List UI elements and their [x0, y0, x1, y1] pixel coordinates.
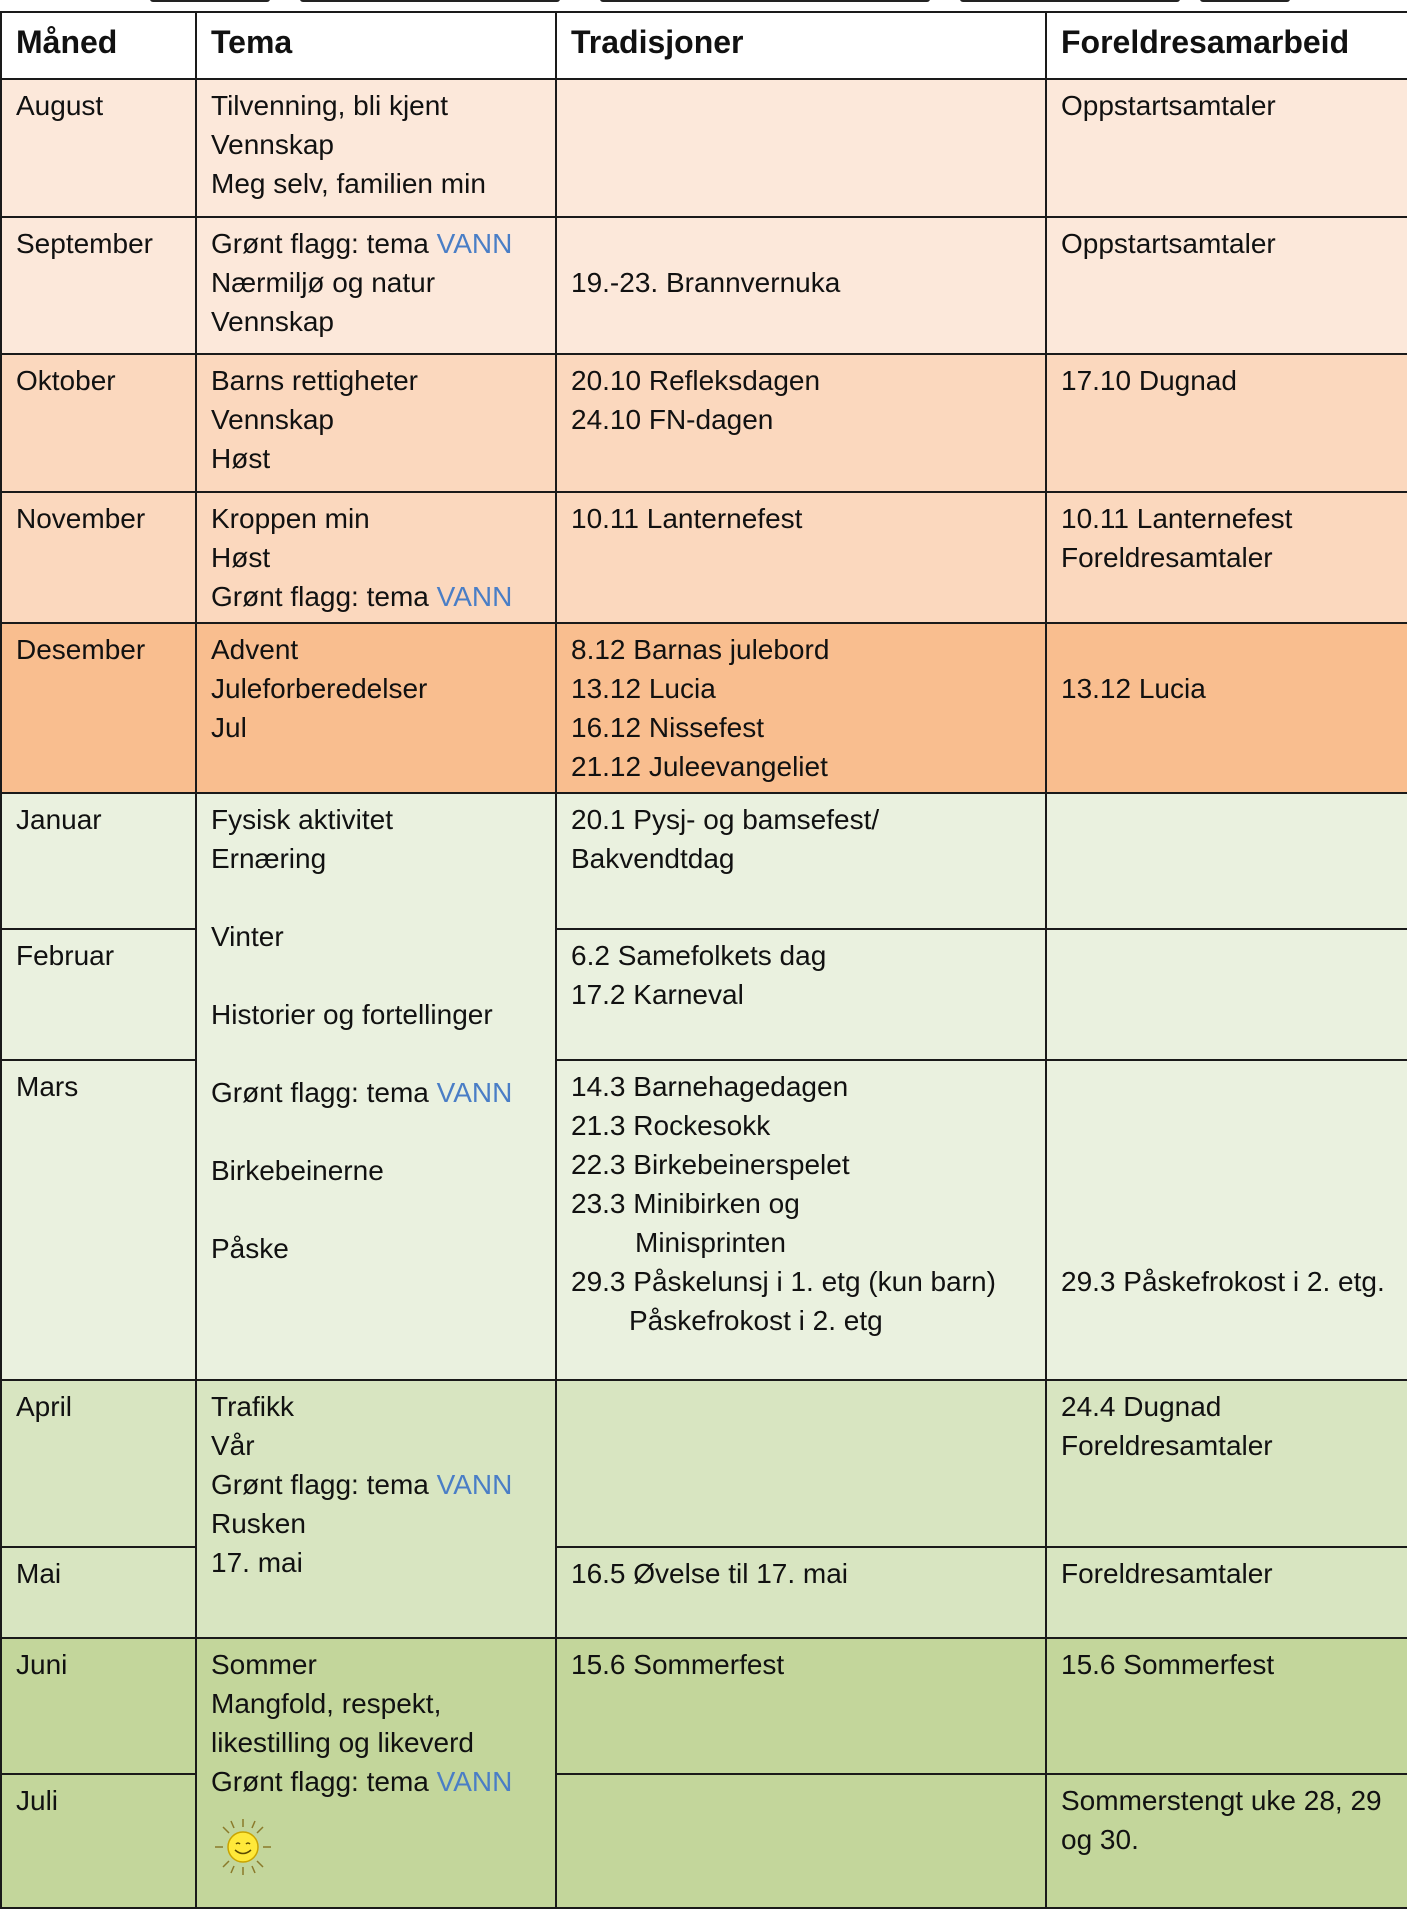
tradition-line: 13.12 Lucia [571, 673, 716, 704]
theme-line: Høst [211, 542, 271, 573]
parents-cell [1046, 1638, 1407, 1774]
row-september [1, 217, 1407, 354]
theme-line: Påske [211, 1233, 289, 1264]
theme-cell [196, 492, 556, 623]
green-flag-line [211, 1762, 541, 1801]
month-cell: Juni [1, 1638, 196, 1774]
green-flag-line [211, 577, 541, 616]
theme-cell-spring [196, 1380, 556, 1638]
theme-cell [196, 217, 556, 354]
parents-line: 10.11 Lanternefest [1061, 503, 1293, 534]
theme-cell [196, 354, 556, 492]
parents-cell [1046, 623, 1407, 793]
traditions-cell [556, 929, 1046, 1060]
green-flag-prefix: Grønt flagg: tema [211, 1766, 437, 1797]
tradition-line: 14.3 Barnehagedagen [571, 1071, 849, 1102]
parents-line: Oppstartsamtaler [1061, 90, 1276, 121]
theme-line: Jul [211, 712, 247, 743]
traditions-cell [556, 79, 1046, 217]
parents-cell [1046, 1547, 1407, 1638]
green-flag-line [211, 224, 541, 263]
parents-cell [1046, 354, 1407, 492]
month-cell: April [1, 1380, 196, 1547]
month-cell: Mars [1, 1060, 196, 1380]
month-cell: September [1, 217, 196, 354]
theme-line: Vennskap [211, 306, 334, 337]
traditions-cell [556, 1774, 1046, 1908]
traditions-cell [556, 1547, 1046, 1638]
month-cell: Desember [1, 623, 196, 793]
parents-cell [1046, 1774, 1407, 1908]
parents-line: 17.10 Dugnad [1061, 365, 1237, 396]
traditions-cell [556, 217, 1046, 354]
month-cell: Oktober [1, 354, 196, 492]
row-november [1, 492, 1407, 623]
green-flag-line [211, 1465, 541, 1504]
traditions-cell [556, 492, 1046, 623]
header-month: Måned [1, 12, 196, 79]
header-parents: Foreldresamarbeid [1046, 12, 1407, 79]
vann-word: VANN [436, 1766, 513, 1797]
theme-line: Tilvenning, bli kjent [211, 90, 449, 121]
parents-line: Foreldresamtaler [1061, 1558, 1273, 1589]
theme-line: Høst [211, 443, 271, 474]
theme-line: Historier og fortellinger [211, 999, 493, 1030]
month-cell: Mai [1, 1547, 196, 1638]
theme-line: Nærmiljø og natur [211, 267, 436, 298]
tradition-line: 29.3 Påskelunsj i 1. etg (kun barn) [571, 1266, 996, 1297]
theme-line: Vår [211, 1430, 255, 1461]
tradition-line: 15.6 Sommerfest [571, 1649, 785, 1680]
parents-line: Foreldresamtaler [1061, 1430, 1273, 1461]
row-august [1, 79, 1407, 217]
theme-line: Sommer [211, 1649, 317, 1680]
parents-line: Foreldresamtaler [1061, 542, 1273, 573]
tradition-line: Bakvendtdag [571, 843, 735, 874]
vann-word: VANN [436, 228, 513, 259]
parents-line: 13.12 Lucia [1061, 673, 1206, 704]
tradition-line: 16.12 Nissefest [571, 712, 764, 743]
theme-cell [196, 623, 556, 793]
tradition-line: 8.12 Barnas julebord [571, 634, 830, 665]
tradition-line: 20.1 Pysj- og bamsefest/ [571, 804, 880, 835]
vann-word: VANN [436, 1469, 513, 1500]
green-flag-prefix: Grønt flagg: tema [211, 1077, 437, 1108]
vann-word: VANN [436, 581, 513, 612]
tradition-line: Påskefrokost i 2. etg [629, 1305, 883, 1336]
tradition-line: 6.2 Samefolkets dag [571, 940, 827, 971]
parents-line: 15.6 Sommerfest [1061, 1649, 1275, 1680]
row-desember [1, 623, 1407, 793]
parents-cell [1046, 793, 1407, 929]
vann-word: VANN [436, 1077, 513, 1108]
parents-line: Sommerstengt uke 28, 29 [1061, 1785, 1382, 1816]
green-flag-prefix: Grønt flagg: tema [211, 1469, 437, 1500]
green-flag-line [211, 1073, 541, 1112]
tradition-line: 21.12 Juleevangeliet [571, 751, 828, 782]
sun-icon-graphic [211, 1815, 275, 1879]
theme-line: Ernæring [211, 843, 327, 874]
parents-cell [1046, 217, 1407, 354]
theme-line: Barns rettigheter [211, 365, 418, 396]
header-theme: Tema [196, 12, 556, 79]
month-cell: August [1, 79, 196, 217]
theme-line: Meg selv, familien min [211, 168, 486, 199]
theme-line: Advent [211, 634, 299, 665]
row-oktober [1, 354, 1407, 492]
parents-line: og 30. [1061, 1824, 1139, 1855]
header-row [1, 12, 1407, 79]
row-januar [1, 793, 1407, 929]
traditions-cell [556, 1060, 1046, 1380]
parents-line: 24.4 Dugnad [1061, 1391, 1222, 1422]
tradition-line: 17.2 Karneval [571, 979, 744, 1010]
theme-line: Kroppen min [211, 503, 370, 534]
month-cell: November [1, 492, 196, 623]
parents-line: Oppstartsamtaler [1061, 228, 1276, 259]
header-traditions: Tradisjoner [556, 12, 1046, 79]
parents-cell [1046, 492, 1407, 623]
theme-line: Trafikk [211, 1391, 294, 1422]
traditions-cell [556, 354, 1046, 492]
green-flag-prefix: Grønt flagg: tema [211, 581, 437, 612]
parents-line: 29.3 Påskefrokost i 2. etg. [1061, 1266, 1385, 1297]
green-flag-prefix: Grønt flagg: tema [211, 228, 437, 259]
theme-line: Birkebeinerne [211, 1155, 384, 1186]
parents-cell [1046, 1380, 1407, 1547]
theme-line: Juleforberedelser [211, 673, 428, 704]
theme-cell-winter [196, 793, 556, 1380]
tradition-line: 16.5 Øvelse til 17. mai [571, 1558, 849, 1589]
tradition-line: 23.3 Minibirken og [571, 1188, 800, 1219]
theme-line: Vinter [211, 921, 284, 952]
theme-line: likestilling og likeverd [211, 1727, 475, 1758]
tradition-line: 21.3 Rockesokk [571, 1110, 771, 1141]
tradition-line: 20.10 Refleksdagen [571, 365, 821, 396]
theme-line: Mangfold, respekt, [211, 1688, 442, 1719]
annual-plan-table [0, 11, 1407, 1909]
traditions-cell [556, 1380, 1046, 1547]
row-juni [1, 1638, 1407, 1774]
traditions-cell [556, 623, 1046, 793]
month-cell: Februar [1, 929, 196, 1060]
tradition-line: 19.-23. Brannvernuka [571, 267, 841, 298]
parents-cell [1046, 929, 1407, 1060]
traditions-cell [556, 1638, 1046, 1774]
traditions-cell [556, 793, 1046, 929]
month-cell: Januar [1, 793, 196, 929]
theme-cell-summer [196, 1638, 556, 1908]
theme-line: 17. mai [211, 1547, 303, 1578]
theme-line: Fysisk aktivitet [211, 804, 394, 835]
tradition-line: Minisprinten [635, 1227, 786, 1258]
theme-line: Vennskap [211, 129, 334, 160]
month-cell: Juli [1, 1774, 196, 1908]
row-april [1, 1380, 1407, 1547]
theme-cell [196, 79, 556, 217]
theme-line: Vennskap [211, 404, 334, 435]
sun-icon [211, 1815, 275, 1879]
parents-cell [1046, 79, 1407, 217]
tradition-line: 10.11 Lanternefest [571, 503, 803, 534]
theme-line: Rusken [211, 1508, 306, 1539]
tradition-line: 22.3 Birkebeinerspelet [571, 1149, 850, 1180]
parents-cell [1046, 1060, 1407, 1380]
tradition-line: 24.10 FN-dagen [571, 404, 774, 435]
